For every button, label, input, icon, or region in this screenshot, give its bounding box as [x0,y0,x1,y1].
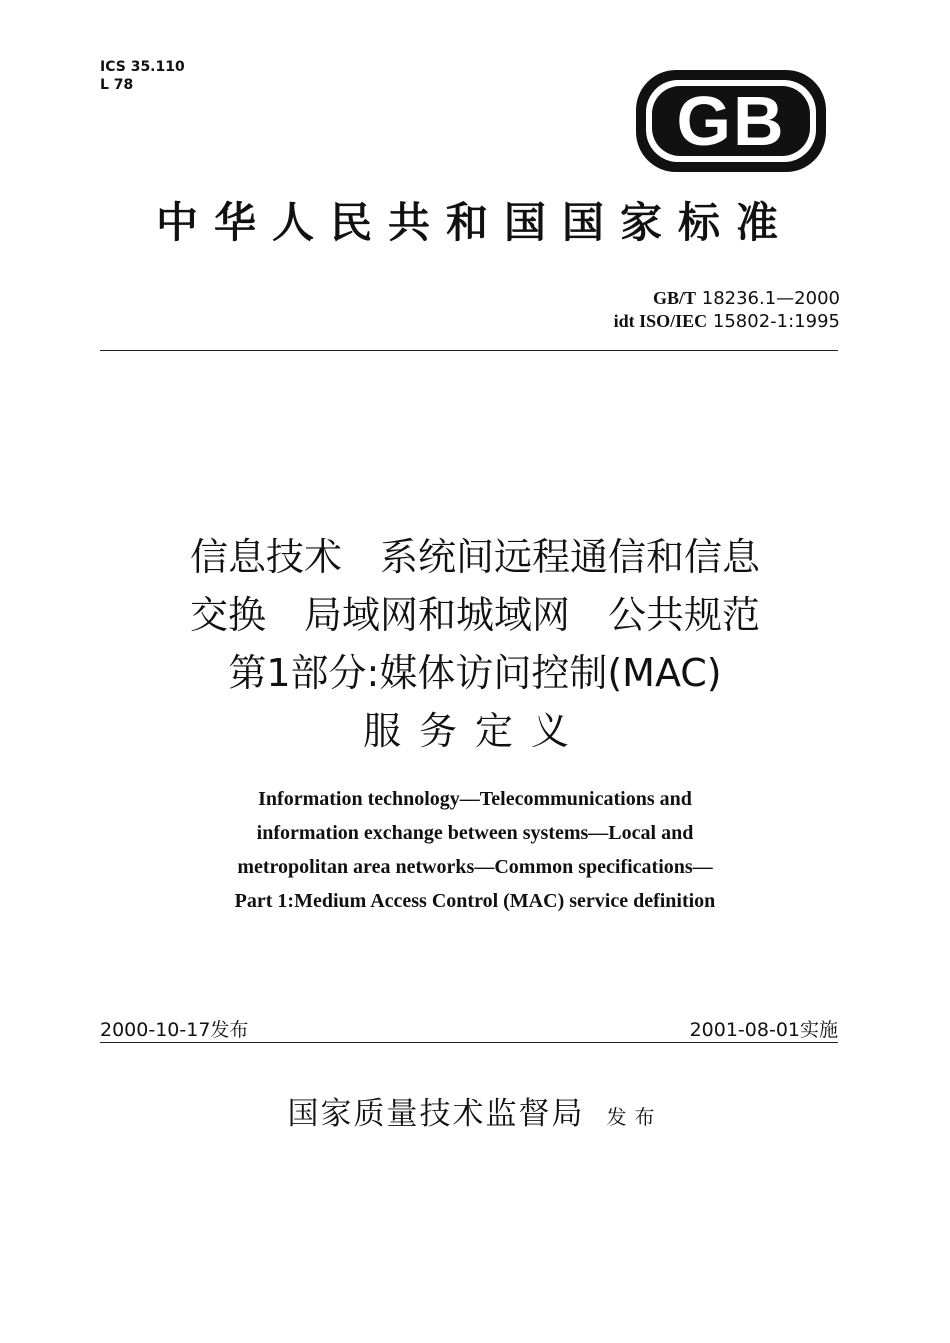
standard-numbers [614,287,840,333]
footer-divider [100,1042,838,1043]
gb-prefix: GB/T [653,288,697,308]
english-title-line3: metropolitan area networks—Common specifications— [237,856,713,878]
idt-number: 15802-1:1995 [712,311,840,332]
chinese-title-line2: 交换 局域网和城域网 公共规范 [189,593,760,637]
gb-number: 18236.1—2000 [701,288,840,309]
classification-codes [100,58,185,94]
national-standard-title: 中华人民共和国国家标准 [155,198,794,247]
english-title-line1: Information technology—Telecommunications and [258,788,692,810]
chinese-title [60,528,890,760]
ccs-code: L 78 [100,77,134,93]
effective-date: 2001-08-01实施 [689,1019,838,1041]
english-title-line4: Part 1:Medium Access Control (MAC) service definition [234,890,716,912]
publisher-suffix: 发布 [606,1105,663,1129]
publisher [100,1088,850,1133]
idt-number-line [614,310,840,333]
gb-logo-text: GB [676,82,786,160]
publisher-name: 国家质量技术监督局 [287,1096,585,1132]
chinese-title-line1: 信息技术 系统间远程通信和信息 [189,535,760,579]
chinese-title-line4: 服务定义 [362,709,587,753]
english-title [60,782,890,918]
gb-number-line [614,287,840,310]
english-title-line2: information exchange between systems—Local and [256,822,694,844]
idt-prefix: idt ISO/IEC [613,311,708,331]
ics-code: ICS 35.110 [100,59,185,75]
chinese-title-line3: 第1部分:媒体访问控制(MAC) [228,651,722,695]
header-divider [100,350,838,351]
gb-logo [636,70,826,172]
issue-date: 2000-10-17发布 [100,1019,249,1041]
gb-logo-graphic [636,70,826,172]
